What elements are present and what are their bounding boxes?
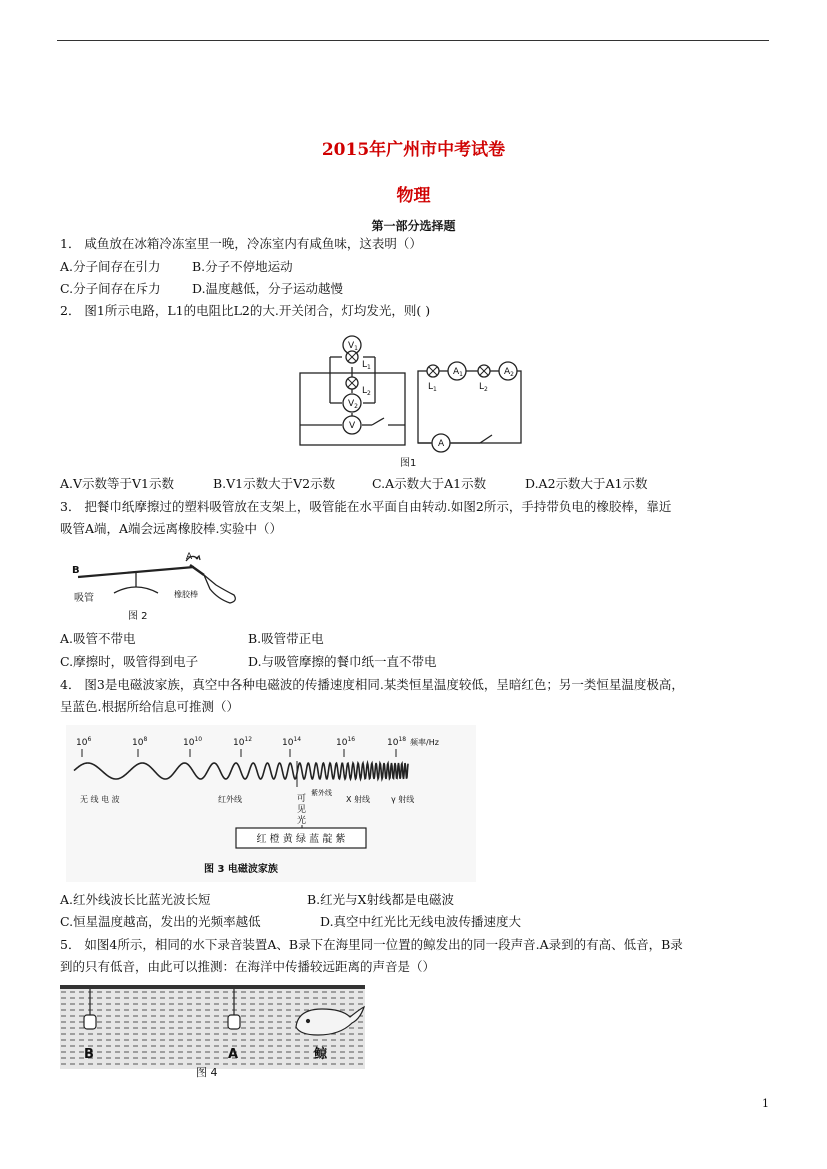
q1-option-b: B.分子不停地运动 [192, 259, 293, 274]
q3-option-c: C.摩擦时，吸管得到电子 [60, 654, 199, 669]
svg-text:A: A [186, 552, 193, 562]
svg-text:1018: $10^{18}$ [387, 736, 407, 748]
svg-text:紫外线: 紫外线 [311, 789, 332, 797]
recorder-b [84, 1015, 96, 1029]
q3-option-d: D.与吸管摩擦的餐巾纸一直不带电 [248, 654, 437, 669]
figure-1-circuit [290, 325, 535, 473]
q2-option-d: D.A2示数大于A1示数 [525, 476, 648, 491]
svg-text:见: 见 [297, 805, 307, 815]
svg-text:V: V [349, 421, 356, 431]
q2-option-a: A.V示数等于V1示数 [60, 476, 175, 491]
question-2-stem: 2． 图1所示电路，L1的电阻比L2的大.开关闭合，灯均发光，则( ) [60, 303, 431, 318]
svg-text:108: $10^8$ [132, 736, 148, 748]
svg-text:L2: $L_2$ [362, 386, 371, 397]
figure-4-caption: 图 4 [196, 1066, 218, 1079]
section-heading: 第一部分选择题 [371, 219, 456, 233]
svg-text:V2: $V_2$ [348, 399, 358, 410]
recorder-a [228, 1015, 240, 1029]
svg-text:A: A [228, 1047, 239, 1062]
q3-option-b: B.吸管带正电 [248, 631, 324, 646]
figure-3-em-spectrum [66, 725, 476, 882]
svg-text:1014: $10^{14}$ [282, 736, 302, 748]
question-4-stem-line1: 4． 图3是电磁波家族，真空中各种电磁波的传播速度相同.某类恒星温度较低，呈暗红色；另一类恒星温度极高， [60, 677, 684, 692]
svg-text:无 线 电 波: 无 线 电 波 [80, 795, 120, 804]
question-5-stem-line2: 到的只有低音，由此可以推测：在海洋中传播较远距离的声音是（） [60, 959, 436, 974]
question-4-stem-line2: 呈蓝色.根据所给信息可推测（） [60, 699, 239, 714]
exam-title: 2015年广州市中考试卷 [321, 140, 506, 160]
q4-option-b: B.红光与X射线都是电磁波 [307, 892, 455, 907]
q3-option-a: A.吸管不带电 [60, 631, 136, 646]
svg-text:106: $10^6$ [76, 736, 92, 748]
page-number: 1 [762, 1097, 769, 1110]
svg-text:鲸: 鲸 [314, 1047, 328, 1062]
svg-text:光: 光 [297, 816, 307, 826]
q1-option-d: D.温度越低，分子运动越慢 [192, 281, 344, 296]
svg-text:频率/Hz: 频率/Hz [410, 738, 439, 747]
figure-4-ocean [60, 983, 365, 1080]
svg-text:A2: $A_2$ [504, 367, 514, 378]
svg-text:V1: $V_1$ [348, 341, 358, 352]
q2-option-b: B.V1示数大于V2示数 [213, 476, 336, 491]
svg-text:L2: $L_2$ [479, 382, 488, 393]
q1-option-c: C.分子间存在斥力 [60, 281, 161, 296]
subject-title: 物理 [396, 186, 431, 206]
svg-text:B: B [84, 1047, 94, 1062]
svg-text:吸管: 吸管 [74, 593, 94, 604]
question-5-stem-line1: 5． 如图4所示，相同的水下录音装置A、B录下在海里同一位置的鲸发出的同一段声音.A录到的有高、低音，B录 [60, 937, 683, 952]
figure-2-straw [66, 545, 256, 625]
question-3-stem-line1: 3． 把餐巾纸摩擦过的塑料吸管放在支架上，吸管能在水平面自由转动.如图2所示，手持带负电的橡胶棒，靠近 [60, 499, 672, 514]
svg-text:可: 可 [297, 794, 307, 804]
question-3-stem-line2: 吸管A端，A端会远离橡胶棒.实验中（） [60, 521, 283, 536]
svg-text:1016: $10^{16}$ [336, 736, 356, 748]
svg-text:橡胶棒: 橡胶棒 [174, 590, 198, 599]
svg-text:1010: $10^{10}$ [183, 736, 203, 748]
svg-text:X 射线: X 射线 [346, 795, 371, 804]
q4-option-c: C.恒星温度越高，发出的光频率越低 [60, 914, 261, 929]
q1-option-a: A.分子间存在引力 [60, 259, 161, 274]
figure-1-caption: 图1 [400, 458, 417, 469]
header-rule [57, 40, 769, 41]
svg-text:γ 射线: γ 射线 [391, 795, 415, 804]
svg-text:红 橙 黄 绿 蓝 靛 紫: 红 橙 黄 绿 蓝 靛 紫 [256, 834, 346, 845]
svg-text:A1: $A_1$ [453, 367, 463, 378]
svg-text:B: B [72, 565, 80, 576]
q2-option-c: C.A示数大于A1示数 [372, 476, 487, 491]
svg-text:1012: $10^{12}$ [233, 736, 253, 748]
q4-option-a: A.红外线波长比蓝光波长短 [60, 892, 211, 907]
figure-2-caption: 图 2 [128, 611, 148, 622]
svg-text:L1: $L_1$ [428, 382, 437, 393]
svg-text:A: A [438, 439, 445, 449]
question-1-stem: 1． 咸鱼放在冰箱冷冻室里一晚，冷冻室内有咸鱼味，这表明（） [60, 236, 422, 251]
svg-text:L1: $L_1$ [362, 360, 371, 371]
svg-text:红外线: 红外线 [218, 795, 242, 804]
figure-3-caption: 图 3 电磁波家族 [204, 864, 278, 875]
q4-option-d: D.真空中红光比无线电波传播速度大 [320, 914, 522, 929]
